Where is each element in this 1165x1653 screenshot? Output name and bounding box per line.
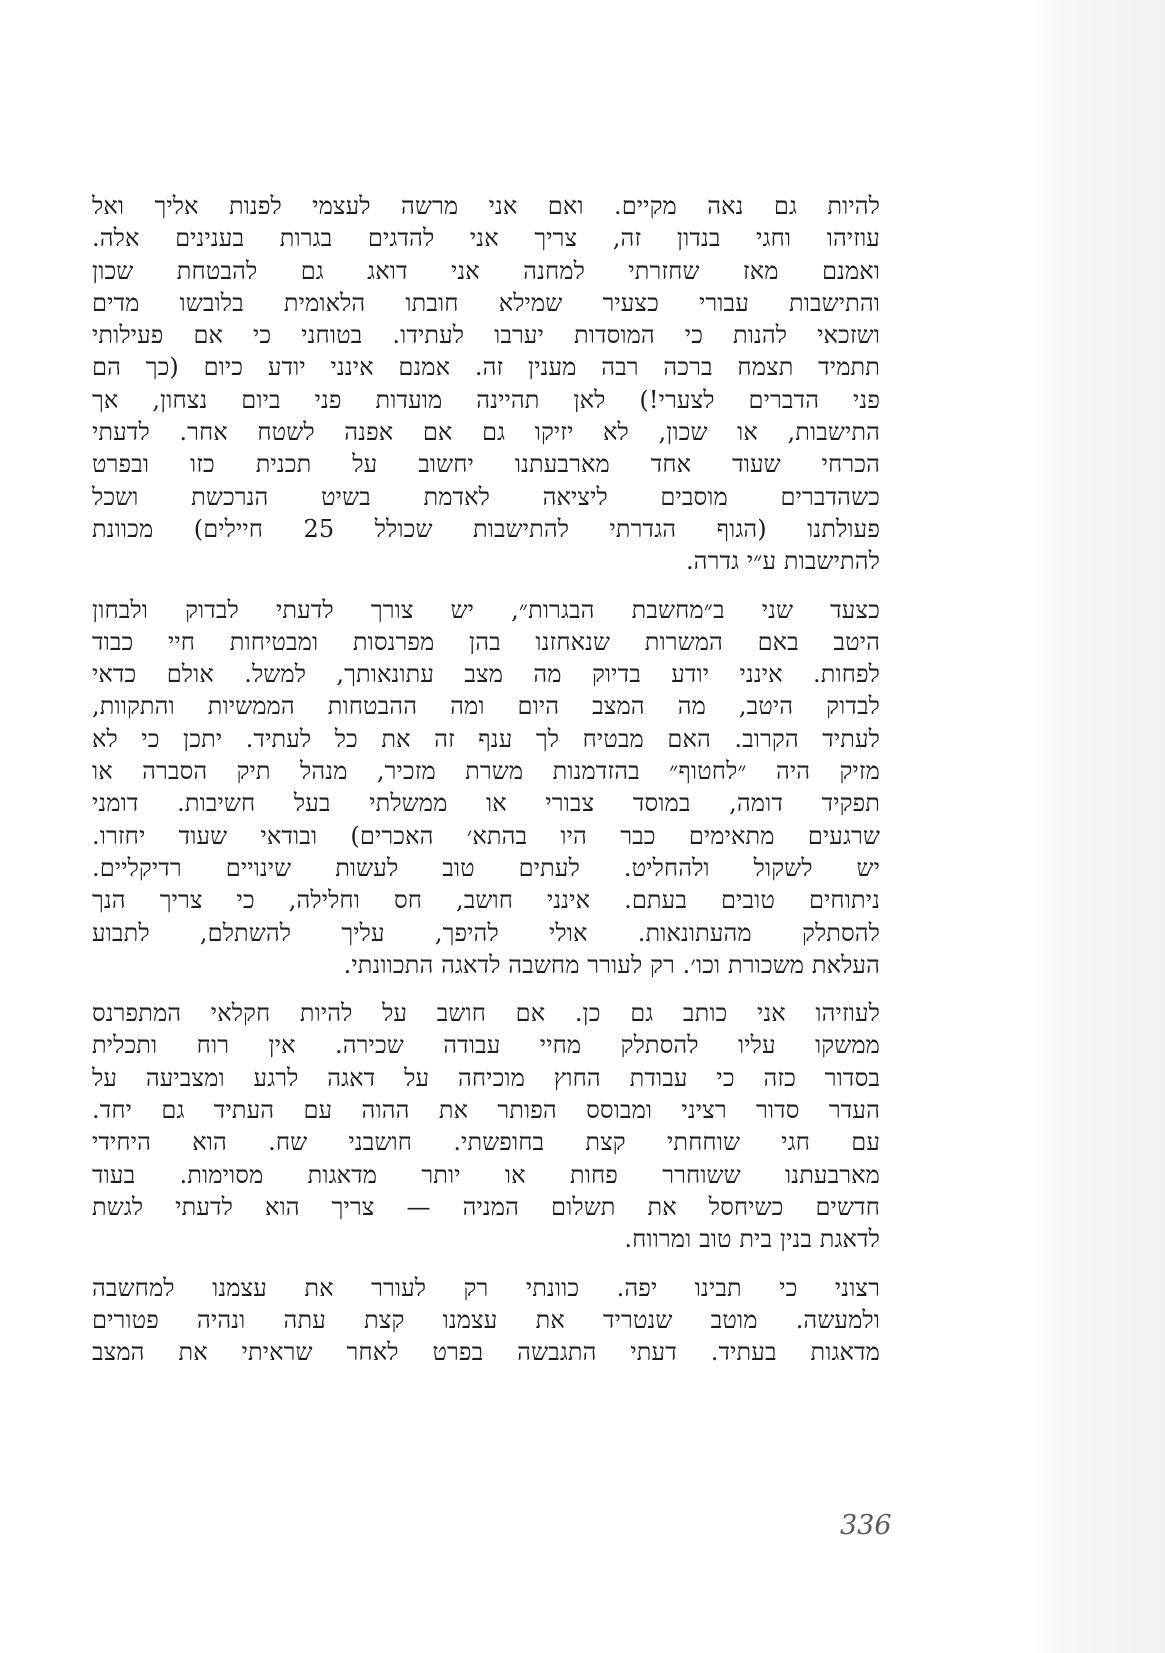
text-line: כצעד שני ב״מחשבת הבגרות״, יש צורך לדעתי לבדוק ולבחון bbox=[92, 595, 880, 624]
text-line: שרגעים מתאימים כבר היו בהתא׳ האכרים) ובודאי שעוד יחזרו. bbox=[92, 821, 880, 850]
paragraph-gap bbox=[92, 981, 880, 997]
text-line: יש לשקול ולהחליט. לעתים טוב לעשות שינויים רדיקליים. bbox=[92, 853, 880, 882]
text-line: מדאגות בעתיד. דעתי התגבשה בפרט לאחר שראיתי את המצב bbox=[92, 1338, 880, 1367]
text-line: מארבעתנו ששוחרר פחות או יותר מדאגות מסוימות. בעוד bbox=[92, 1160, 880, 1189]
text-line: ולמעשה. מוטב שנטריד את עצמנו קצת עתה ונהיה פטורים bbox=[92, 1305, 880, 1334]
page-gutter-shadow bbox=[1030, 0, 1165, 1653]
paragraph-gap bbox=[92, 578, 880, 594]
text-line: עוזיהו וחגי בנדון זה, צריך אני להדגים בגרות בענינים אלה. bbox=[92, 224, 880, 253]
text-line: ניתוחים טובים בעתם. אינני חושב, חס וחלילה, כי צריך הנך bbox=[92, 886, 880, 915]
text-line: תתמיד תצמח ברכה רבה מענין זה. אמנם אינני יודע כיום (כך הם bbox=[92, 353, 880, 382]
text-line: כשהדברים מוסבים ליציאה לאדמת בשיט הנרכשת ושכל bbox=[92, 482, 880, 511]
text-line: ממשקו עליו להסתלק מחיי עבודה שכירה. אין רוח ותכלית bbox=[92, 1031, 880, 1060]
text-line: ושזכאי להנות כי המוסדות יערבו לעתידו. בטוחני כי אם פעילותי bbox=[92, 321, 880, 350]
paragraph-gap bbox=[92, 1256, 880, 1272]
text-line: העדר סדור רציני ומבוסס הפותר את ההוה עם העתיד גם יחד. bbox=[92, 1096, 880, 1125]
text-line: הכרחי שעוד אחד מארבעתנו יחשוב על תכנית כזו ובפרט bbox=[92, 450, 880, 479]
text-line: להיות גם נאה מקיים. ואם אני מרשה לעצמי לפנות אליך ואל bbox=[92, 192, 880, 220]
text-line: פעולתנו (הגוף הגדרתי להתישבות שכולל 25 חיילים) מכוונת bbox=[92, 514, 880, 543]
text-line: התישבות, או שכון, לא יזיקו גם אם אפנה לשטח אחר. לדעתי bbox=[92, 418, 880, 447]
text-line: תפקיד דומה, במוסד צבורי או ממשלתי בעל חשיבות. דומני bbox=[92, 789, 880, 818]
text-line: פני הדברים לצערי!) לאן תהיינה מועדות פני ביום נצחון, אך bbox=[92, 385, 880, 414]
text-line: עם חגי שוחחתי קצת בחופשתי. חושבני שח. הוא היחידי bbox=[92, 1128, 880, 1157]
letter-text bbox=[92, 190, 880, 1368]
text-line: בסדור כזה כי עבודת החוץ מוכיחה על דאגה לרגע ומצביעה על bbox=[92, 1063, 880, 1092]
page-number: 336 bbox=[840, 1510, 892, 1541]
text-line: להתישבות ע״י גדרה. bbox=[685, 547, 880, 576]
text-line: לדאגת בנין בית טוב ומרווח. bbox=[624, 1225, 880, 1254]
text-line: ואמנם מאז שחזרתי למחנה אני דואג גם להבטחת שכון bbox=[92, 256, 880, 285]
text-line: העלאת משכורת וכו׳. רק לעורר מחשבה לדאגה התכוונתי. bbox=[343, 950, 880, 979]
text-line: לעוזיהו אני כותב גם כן. אם חושב על להיות חקלאי המתפרנס bbox=[92, 999, 880, 1028]
text-line: מזיק היה ״לחטוף״ בהזדמנות משרת מזכיר, מנהל תיק הסברה או bbox=[92, 757, 880, 786]
paragraph-1 bbox=[92, 190, 880, 578]
text-line: לפחות. אינני יודע בדיוק מה מצב עתונאותך, למשל. אולם כדאי bbox=[92, 660, 880, 689]
text-line: חדשים כשיחסל את תשלום המניה — צריך הוא לדעתי לגשת bbox=[92, 1192, 880, 1221]
text-line: והתישבות עבורי כצעיר שמילא חובתו הלאומית בלובשו מדים bbox=[92, 288, 880, 317]
text-line: היטב באם המשרות שנאחזנו בהן מפרנסות ומבטיחות חיי כבוד bbox=[92, 627, 880, 656]
text-line: להסתלק מהעתונאות. אולי להיפך, עליך להשתלם, לתבוע bbox=[92, 918, 880, 947]
text-line: רצוני כי תבינו יפה. כוונתי רק לעורר את עצמנו למחשבה bbox=[92, 1273, 880, 1302]
paragraph-4 bbox=[92, 1272, 880, 1369]
text-line: לעתיד הקרוב. האם מבטיח לך ענף זה את כל לעתיד. יתכן כי לא bbox=[92, 724, 880, 753]
paragraph-2 bbox=[92, 594, 880, 982]
paragraph-3 bbox=[92, 997, 880, 1255]
text-line: לבדוק היטב, מה המצב היום ומה ההבטחות הממשיות והתקוות, bbox=[92, 692, 880, 721]
